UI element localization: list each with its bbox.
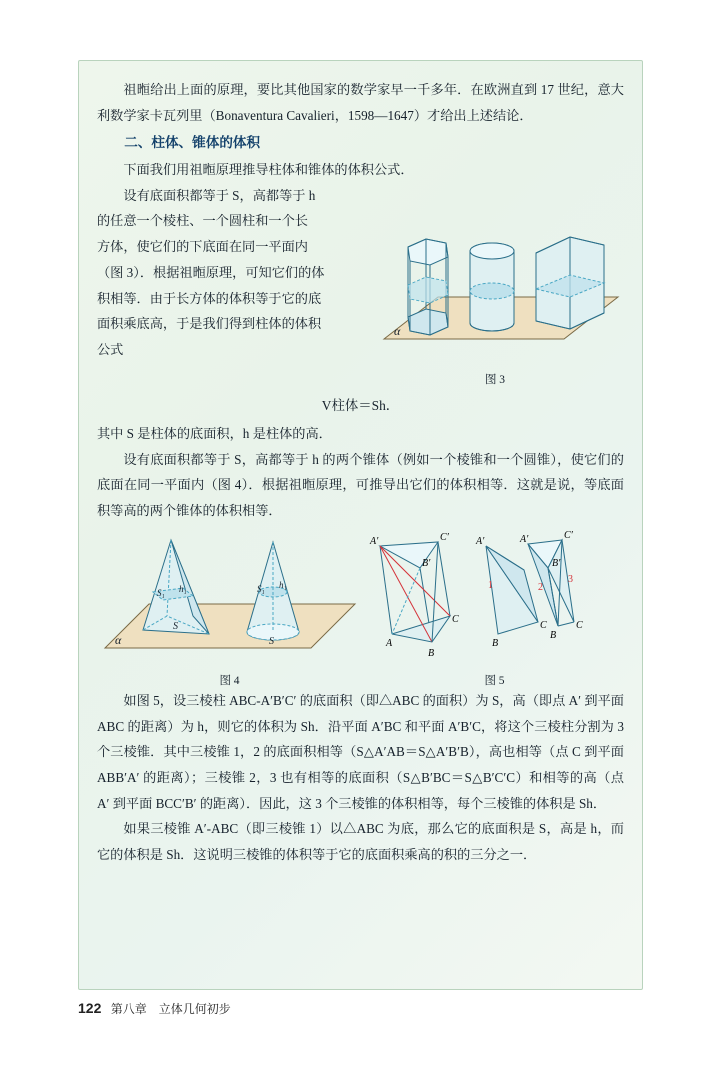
fig5-label-Cprime-right: C′ — [564, 529, 573, 541]
plane-label-alpha: α — [394, 323, 401, 338]
label-S1-right: S₁ — [257, 583, 265, 594]
prism-line-6: 面积乘底高，于是我们得到柱体的体积 — [97, 316, 322, 332]
page-number: 122 — [78, 1000, 102, 1016]
fig5-label-Cprime-left: C′ — [440, 531, 449, 543]
figure-4-caption: 图 4 — [219, 674, 240, 687]
paragraph-prism-split: 如图 5，设三棱柱 ABC-A′B′C′ 的底面积（即△ABC 的面积）为 S，高（即点 A′ 到平面 ABC 的距离）为 h，则它的体积为 Sh．沿平面 A′BC 和平面 A′B′C，将这个三棱柱分割为 3 个三棱锥．其中三棱锥 1，2 的底面积相等（S△A′AB＝S△A′B′B），高也相等（点 C 到平面 ABB′A′ 的距离）；三棱锥 2，3 也有相等的底面积（S△B′BC＝S△B′C′C）和相等的高（点 A′ 到平面 BCC′B′ 的距离）．因此，这 3 个三棱锥的体积相等，每个三棱锥的体积是 Sh． — [97, 692, 624, 811]
label-S-right: S — [269, 635, 274, 647]
figure-5 — [362, 530, 627, 688]
prism-line-7: 公式 — [97, 342, 124, 358]
fig5-number-2: 2 — [538, 581, 543, 593]
figure-4 — [97, 530, 362, 688]
paragraph-tetra-volume: 如果三棱锥 A′-ABC（即三棱锥 1）以△ABC 为底，那么它的底面积是 S，高是 h，而它的体积是 Sh．这说明三棱锥的体积等于它的底面积乘高的积的三分之一． — [97, 821, 624, 863]
page-content — [97, 77, 624, 973]
prism-line-4: （图 3）．根据祖暅原理，可知它们的体 — [97, 264, 325, 280]
figure-3-caption: 图 3 — [484, 373, 506, 386]
figure-4-drawing — [97, 530, 362, 670]
figure-3 — [366, 189, 624, 387]
fig5-label-B-right: B — [550, 629, 557, 641]
paragraph-lead: 下面我们用祖暅原理推导柱体和锥体的体积公式． — [123, 161, 414, 177]
fig5-label-A-left: A — [386, 637, 393, 649]
prism-line-5: 积相等．由于长方体的体积等于它的底 — [97, 290, 322, 306]
textbook-page — [78, 60, 643, 990]
prism-line-2: 的任意一个棱柱、一个圆柱和一个长 — [97, 213, 308, 229]
figure-5-drawing — [362, 530, 627, 670]
fig5-label-Aprime-mid: A′ — [476, 535, 485, 547]
paragraph-formula-note: 其中 S 是柱体的底面积，h 是柱体的高． — [97, 425, 332, 441]
paragraph-intro: 祖暅给出上面的原理，要比其他国家的数学家早一千多年．在欧洲直到 17 世纪，意大利数学家卡瓦列里（Bonaventura Cavalieri，1598—1647）才给出上述结论． — [97, 82, 624, 123]
fig5-label-C-left: C — [452, 613, 459, 625]
label-h1-left: h₁ — [179, 583, 187, 594]
label-S1-left: S₁ — [157, 587, 165, 598]
plane-label-alpha-fig4: α — [115, 632, 122, 647]
prism-line-3: 方体，使它们的下底面在同一平面内 — [97, 239, 308, 255]
fig5-number-3: 3 — [568, 573, 573, 585]
fig5-label-C-right: C — [576, 619, 583, 631]
formula-prism-volume: V柱体＝Sh． — [321, 397, 400, 413]
fig5-label-Bprime-left: B′ — [422, 557, 431, 569]
fig5-label-Bprime-right: B′ — [552, 557, 561, 569]
paragraph-cone: 设有底面积都等于 S，高都等于 h 的两个锥体（例如一个棱锥和一个圆锥），使它们的底面在同一平面内（图 4）．根据祖暅原理，可推导出它们的体积相等．这就是说，等底面积等高的两个锥体的体积相等． — [97, 451, 624, 519]
figure-row — [97, 530, 624, 688]
fig5-label-B-mid: B — [492, 637, 499, 649]
fig5-number-1: 1 — [488, 579, 493, 591]
label-S-left: S — [173, 620, 178, 632]
fig5-label-Aprime-left: A′ — [370, 535, 379, 547]
section-heading: 二、柱体、锥体的体积 — [124, 135, 261, 151]
label-h1-right: h₁ — [279, 579, 287, 590]
fig5-label-Aprime-right: A′ — [520, 533, 529, 545]
fig5-label-C-mid: C — [540, 619, 547, 631]
footer-chapter: 第八章 立体几何初步 — [110, 1002, 231, 1016]
page-footer — [78, 1000, 231, 1017]
fig5-label-B-left: B — [428, 647, 435, 659]
prism-line-1: 设有底面积都等于 S，高都等于 h — [123, 187, 316, 203]
figure-3-drawing — [366, 189, 624, 369]
figure-5-caption: 图 5 — [484, 674, 505, 687]
